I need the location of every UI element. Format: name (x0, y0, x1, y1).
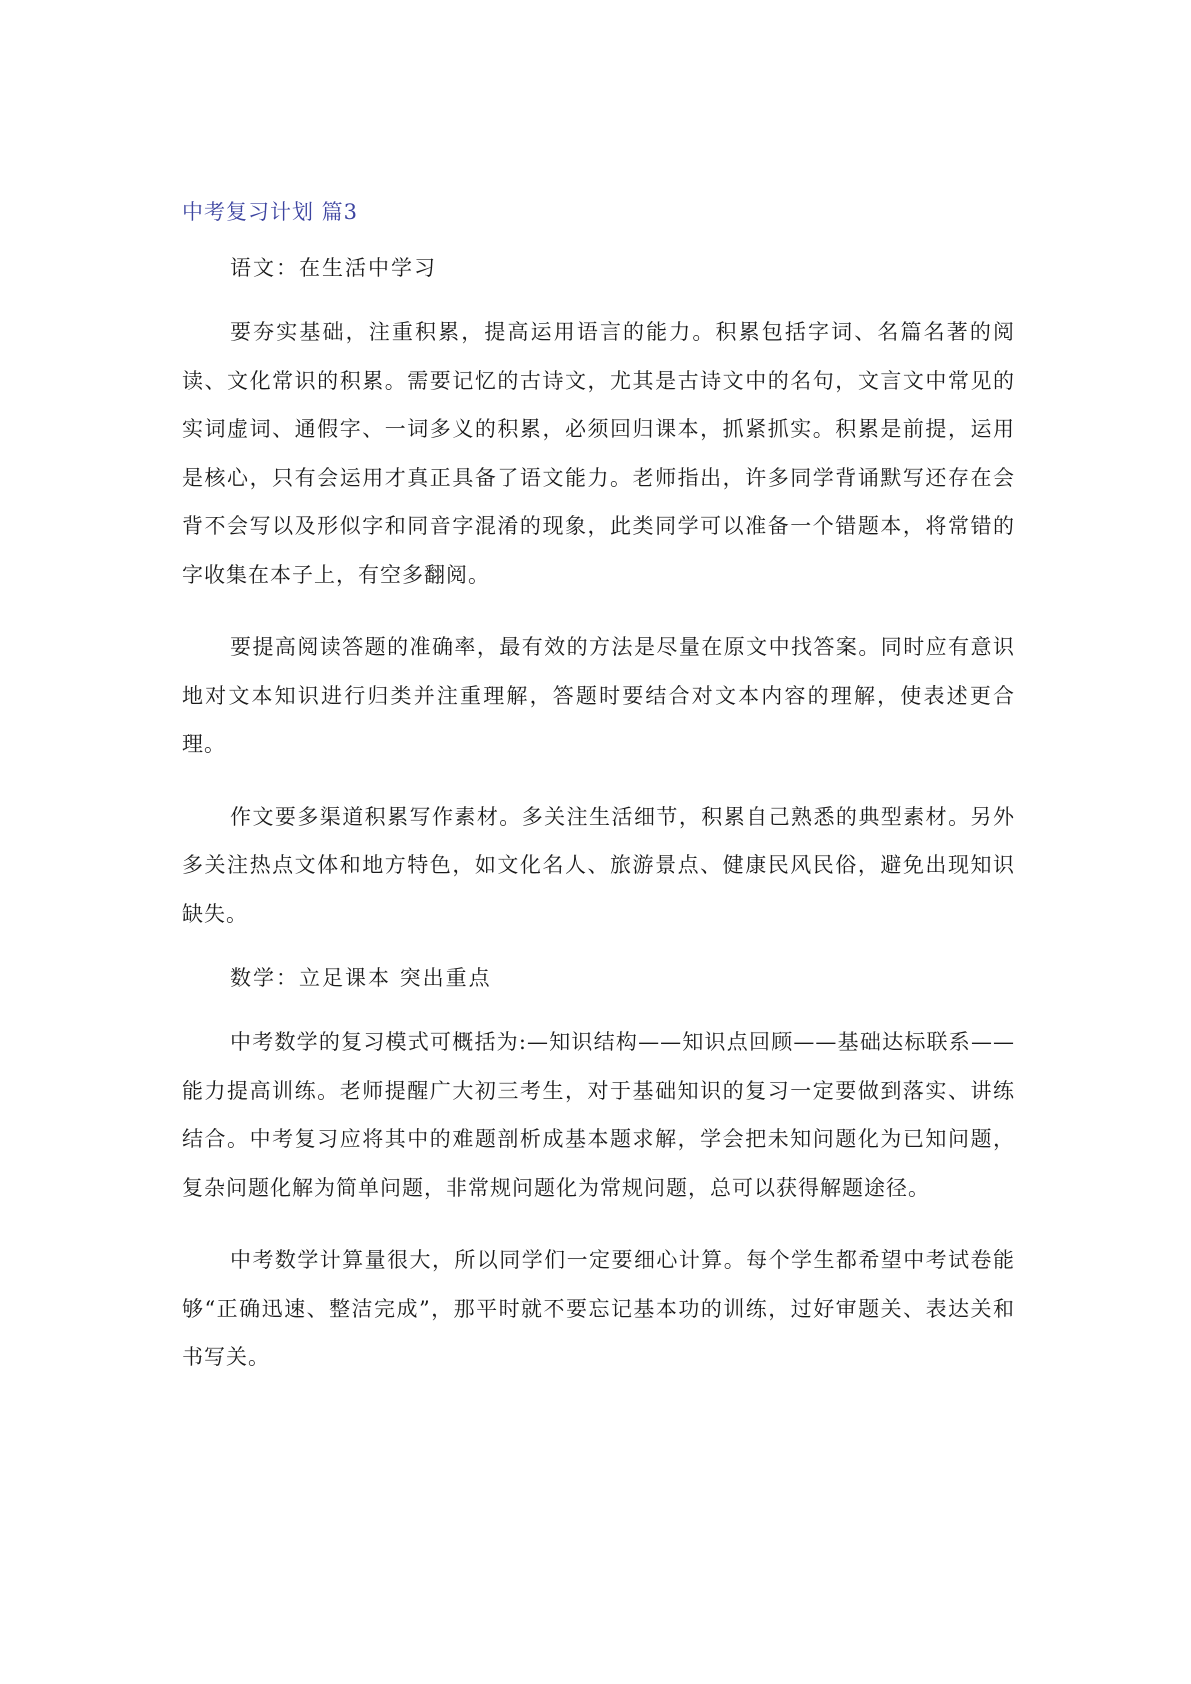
paragraph: 中考数学计算量很大，所以同学们一定要细心计算。每个学生都希望中考试卷能够“正确迅速、整洁完成”，那平时就不要忘记基本功的训练，过好审题关、表达关和书写关。 (182, 1248, 1015, 1369)
section-math (182, 962, 1015, 1382)
paragraph: 作文要多渠道积累写作素材。多关注生活细节，积累自己熟悉的典型素材。另外多关注热点文体和地方特色，如文化名人、旅游景点、健康民风民俗，避免出现知识缺失。 (182, 804, 1015, 926)
paragraph: 要提高阅读答题的准确率，最有效的方法是尽量在原文中找答案。同时应有意识地对文本知识进行归类并注重理解，答题时要结合对文本内容的理解，使表述更合理。 (182, 635, 1015, 756)
document-body (182, 196, 1015, 1406)
document-title: 中考复习计划 篇3 (182, 200, 359, 224)
paragraph: 要夯实基础，注重积累，提高运用语言的能力。积累包括字词、名篇名著的阅读、文化常识的积累。需要记忆的古诗文，尤其是古诗文中的名句，文言文中常见的实词虚词、通假字、一词多义的积累，必须回归课本，抓紧抓实。积累是前提，运用是核心，只有会运用才真正具备了语文能力。老师指出，许多同学背诵默写还存在会背不会写以及形似字和同音字混淆的现象，此类同学可以准备一个错题本，将常错的字收集在本子上，有空多翻阅。 (182, 320, 1015, 587)
paragraph: 中考数学的复习模式可概括为:—知识结构——知识点回顾——基础达标联系——能力提高训练。老师提醒广大初三考生，对于基础知识的复习一定要做到落实、讲练结合。中考复习应将其中的难题剖析成基本题求解，学会把未知问题化为已知问题，复杂问题化解为简单问题，非常规问题化为常规问题，总可以获得解题途径。 (182, 1030, 1015, 1200)
section-heading-chinese: 语文：在生活中学习 (230, 256, 437, 280)
section-chinese (182, 252, 1015, 938)
section-heading-math: 数学：立足课本 突出重点 (230, 966, 492, 990)
